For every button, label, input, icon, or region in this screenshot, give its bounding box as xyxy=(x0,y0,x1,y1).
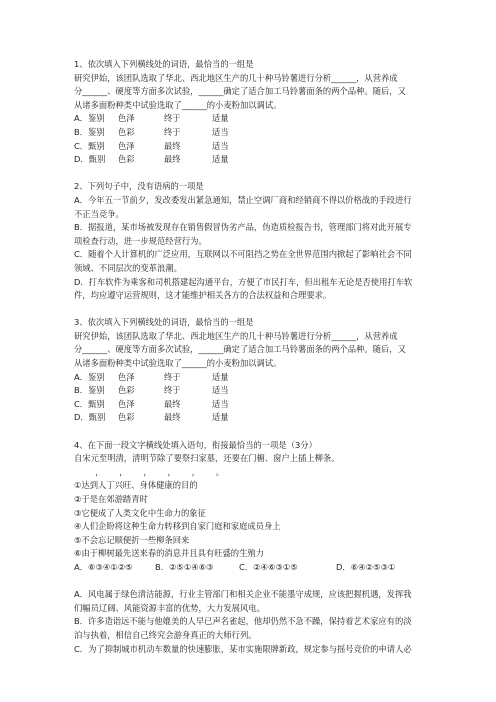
q1-passage-line-3: 从诸多面粉种类中试验选取了______的小麦粉加以调试。 xyxy=(74,99,282,110)
q3-option-b: B．鉴别 色彩 终于 适当 xyxy=(74,385,229,396)
q4-passage: 自宋元至明清，清明节除了要祭扫家墓，还要在门楣、窗户上插上柳条。 xyxy=(74,453,340,464)
q2-line-3: B．据报道，某市场被发现存在销售假冒伪劣产品，伪造质检报告书，管理部门将对此开展专 xyxy=(74,222,412,233)
q1-option-d: D．甄别 色彩 最终 适量 xyxy=(74,154,229,165)
q4-item-1: ①达到人丁兴旺、身体健康的目的 xyxy=(74,480,198,491)
q4-item-2: ②于是在郊游踏青时 xyxy=(74,494,148,504)
q1-passage-line-1: 研究伊始，该团队选取了华北、西北地区生产的几十种马铃薯进行分析______，从营养成 xyxy=(74,72,398,83)
document-body xyxy=(74,58,428,656)
q4-option-a: A．⑥③④①②⑤ xyxy=(74,561,133,572)
q4-option-b: B．②⑤①④⑥③ xyxy=(155,561,214,572)
q5-line-2: 们幅员辽阔、风能资源丰富的优势，大力发展风电。 xyxy=(74,602,265,613)
q2-line-7: D．打车软件为乘客和司机搭建起沟通平台，方便了市民打车，但出租车无论是否使用打车软 xyxy=(74,276,413,287)
q5-line-4: 泊与执着，相信自己终究会游身真正的大师行列。 xyxy=(74,629,257,640)
q1-passage-line-2: 分______、硬度等方面多次试验，______确定了适合加工马铃薯面条的两个品种。随后，又 xyxy=(74,86,406,97)
q4-option-d: D．⑥④②⑤③① xyxy=(336,561,396,572)
q3-option-c: C．甄别 色泽 最终 适当 xyxy=(74,398,229,409)
q1-option-b: B．鉴别 色彩 终于 适当 xyxy=(74,126,229,137)
q3-option-a: A．鉴别 色泽 终于 适量 xyxy=(74,371,229,382)
q3-title: 3、依次填入下列横线处的词语，最恰当的一组是 xyxy=(74,317,254,328)
q4-item-5: ⑤不会忘记顺便折一些柳条回来 xyxy=(74,534,190,545)
q4-item-3: ③它便成了人类文化中生命力的象征 xyxy=(74,507,206,518)
q2-line-1: A．今年五一节前夕，发改委发出紧急通知，禁止空调厂商和经销商不得以价格战的手段进行 xyxy=(74,194,412,205)
q1-option-c: C．甄别 色泽 最终 适当 xyxy=(74,140,229,151)
q3-passage-line-3: 从诸多面粉种类中试验选取了______的小麦粉加以调试。 xyxy=(74,358,282,369)
q3-option-d: D．甄别 色彩 最终 适量 xyxy=(74,412,229,423)
spacer xyxy=(74,575,428,589)
q2-line-8: 件，均应遵守运营规则，这才能维护相关各方的合法权益和合理要求。 xyxy=(74,290,332,301)
spacer xyxy=(74,425,428,439)
q1-title: 1、依次填入下列横线处的词语，最恰当的一组是 xyxy=(74,59,254,69)
q2-line-2: 不正当竞争。 xyxy=(74,208,124,219)
q3-passage-line-2: 分______、硬度等方面多次试验，______确定了适合加工马铃薯面条的两个品种。随后，又 xyxy=(74,344,406,355)
q2-title: 2、下列句子中，没有语病的一项是 xyxy=(74,181,204,192)
q4-options xyxy=(74,561,428,575)
q1-option-a: A．鉴别 色泽 终于 适量 xyxy=(74,113,229,124)
spacer xyxy=(74,303,428,317)
q4-item-6: ⑥由于柳树最先送来春的消息并且具有旺盛的生殖力 xyxy=(74,548,264,559)
spacer xyxy=(74,167,428,181)
q4-option-c: C．②④⑥③①⑤ xyxy=(239,561,298,572)
q2-line-6: 领域、不同层次的变革浪潮。 xyxy=(74,262,182,273)
q2-line-4: 项检查行动，进一步规范经营行为。 xyxy=(74,235,207,246)
q2-line-5: C．随着个人计算机的广泛应用，互联网以不可阻挡之势在全世界范围内掀起了影响社会不同 xyxy=(74,249,412,260)
q4-blanks: ， ， ， ， ， 。 xyxy=(74,466,225,477)
q5-line-3: B．许多造诣远不能与他媲美的人早已声名雀起，他却仍然不急不躁，保持着艺术家应有的淡 xyxy=(74,616,412,627)
q5-line-1: A．风电属于绿色清洁能源，行业主管部门和相关企业不能墨守成规，应该把握机遇，发挥我 xyxy=(74,589,412,600)
q4-item-4: ④人们企盼将这种生命力转移到自家门庭和家庭成员身上 xyxy=(74,521,281,532)
q4-title: 4、在下面一段文字横线处填入语句，衔接最恰当的一项是（3分） xyxy=(74,439,317,450)
q5-line-5: C．为了抑制城市机动车数量的快速膨胀，某市实施限牌新政，规定参与摇号竞价的申请人必 xyxy=(74,643,412,654)
q3-passage-line-1: 研究伊始，该团队选取了华北、西北地区生产的几十种马铃薯进行分析______，从营养成 xyxy=(74,330,398,341)
